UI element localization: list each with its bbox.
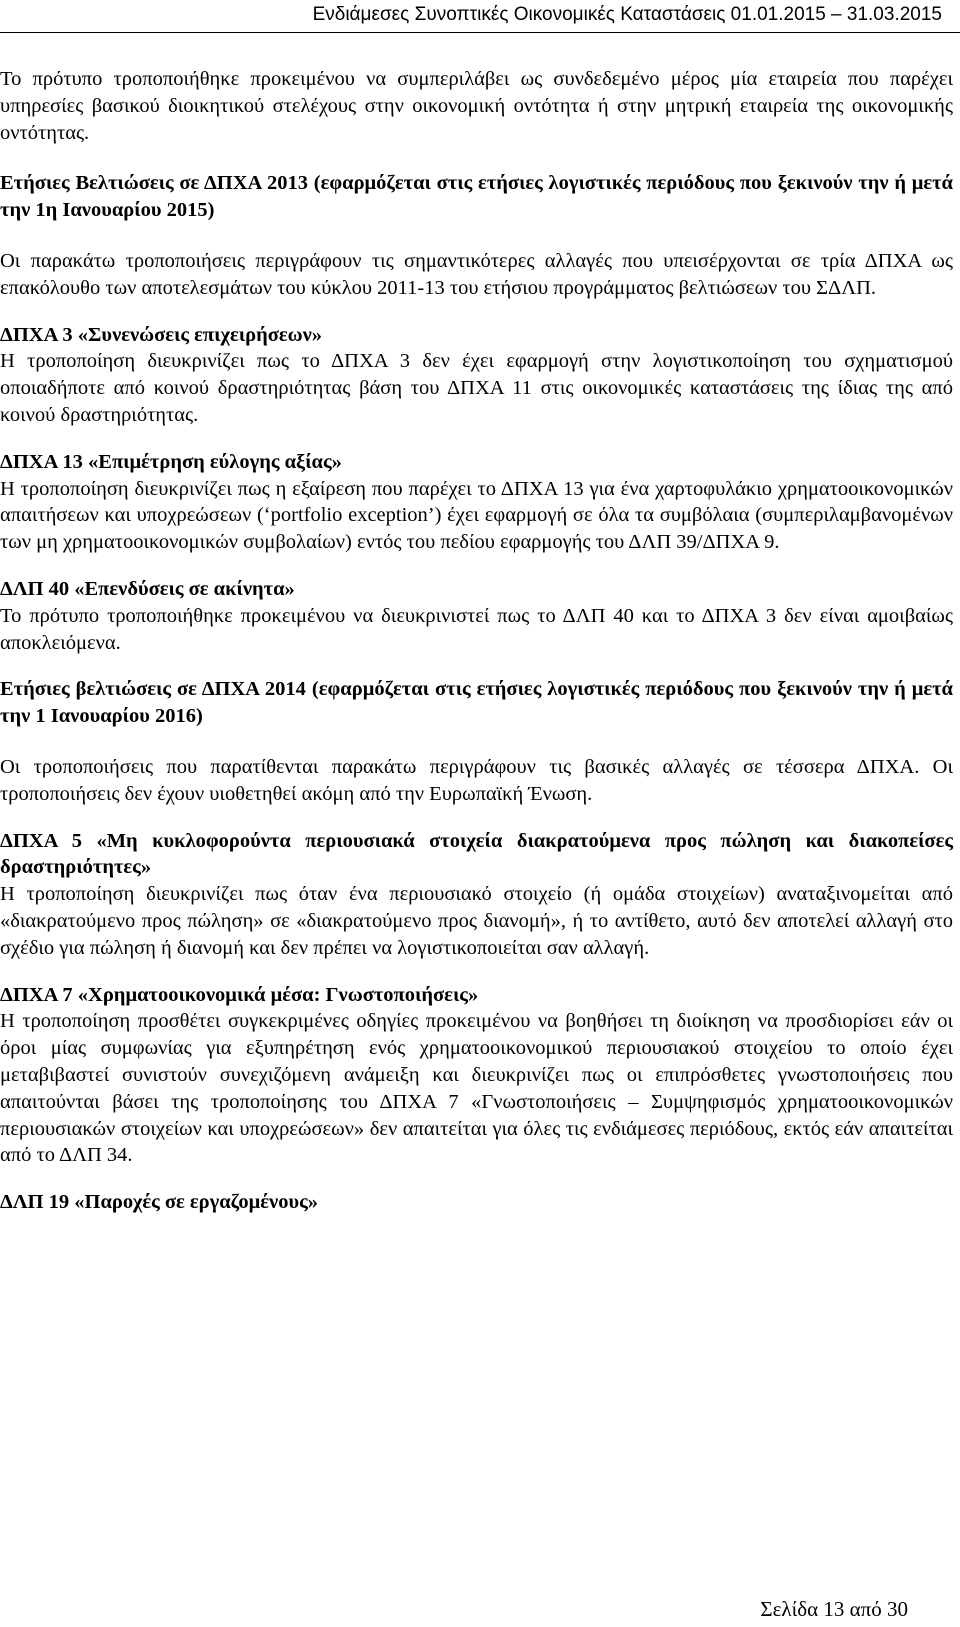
heading-ifrs13: ΔΠΧΑ 13 «Επιμέτρηση εύλογης αξίας»: [0, 450, 342, 473]
paragraph-ifrs7: Η τροποποίηση προσθέτει συγκεκριμένες οδηγίες προκειμένου να βοηθήσει τη διοίκηση να προσδιορίσει εάν οι όροι μίας συμφωνίας για εξυπηρέτηση ενός χρηματοοικονομικού περιουσιακού στοιχείου το οποίο έχει μεταβιβαστεί συνιστούν συνεχιζόμενη ανάμειξη και διευκρινίζει πως οι επιπρόσθετες γνωστοποιήσεις που απαιτούνται βάσει της τροποποίησης του ΔΠΧΑ 7 «Γνωστοποιήσεις – Συμψηφισμός χρηματοοικονομικών περιουσιακών στοιχείων και υποχρεώσεων» δεν απαιτείται για όλες τις ενδιάμεσες περιόδους, εκτός εάν απαιτείται από το ΔΛΠ 34.: [0, 1010, 953, 1167]
spacer: [0, 146, 953, 170]
spacer: [0, 656, 953, 676]
heading-ifrs7: ΔΠΧΑ 7 «Χρηματοοικονομικά μέσα: Γνωστοποιήσεις»: [0, 983, 479, 1006]
document-body: [0, 66, 953, 1216]
spacer: [0, 1169, 953, 1189]
page-number: Σελίδα 13 από 30: [760, 1597, 908, 1621]
heading-annual-improvements-2014: Ετήσιες βελτιώσεις σε ΔΠΧΑ 2014 (εφαρμόζεται στις ετήσιες λογιστικές περιόδους που ξεκινούν την ή μετά την 1 Ιανουαρίου 2016): [0, 678, 953, 728]
heading-ifrs3: ΔΠΧΑ 3 «Συνενώσεις επιχειρήσεων»: [0, 323, 323, 346]
spacer: [0, 962, 953, 982]
heading-ias19: ΔΛΠ 19 «Παροχές σε εργαζομένους»: [0, 1191, 318, 1214]
paragraph-ifrs5: Η τροποποίηση διευκρινίζει πως όταν ένα περιουσιακό στοιχείο (ή ομάδα στοιχείων) αναταξινομείται από «διακρατούμενο προς πώληση» σε «διακρατούμενο προς διανομή», ή το αντίθετο, αυτό δεν αποτελεί αλλαγή στο σχέδιο για πώληση ή διανομή και δεν πρέπει να λογιστικοποιείται σαν αλλαγή.: [0, 883, 953, 959]
paragraph-improvements-2013-intro: Οι παρακάτω τροποποιήσεις περιγράφουν τις σημαντικότερες αλλαγές που υπεισέρχονται σε τρία ΔΠΧΑ ως επακόλουθο των αποτελεσμάτων του κύκλου 2011-13 του ετήσιου προγράμματος βελτιώσεων του ΣΔΛΠ.: [0, 249, 953, 299]
spacer: [0, 429, 953, 449]
spacer: [0, 224, 953, 248]
spacer: [0, 730, 953, 754]
running-header: Ενδιάμεσες Συνοπτικές Οικονομικές Καταστάσεις 01.01.2015 – 31.03.2015: [312, 4, 942, 25]
paragraph-improvements-2014-intro: Οι τροποποιήσεις που παρατίθενται παρακάτω περιγράφουν τις βασικές αλλαγές σε τέσσερα ΔΠΧΑ. Οι τροποποιήσεις δεν έχουν υιοθετηθεί ακόμη από την Ευρωπαϊκή Ένωση.: [0, 755, 953, 805]
heading-annual-improvements-2013: Ετήσιες Βελτιώσεις σε ΔΠΧΑ 2013 (εφαρμόζεται στις ετήσιες λογιστικές περιόδους που ξεκινούν την ή μετά την 1η Ιανουαρίου 2015): [0, 172, 953, 222]
heading-ifrs5: ΔΠΧΑ 5 «Μη κυκλοφορούντα περιουσιακά στοιχεία διακρατούμενα προς πώληση και διακοπείσες δραστηριότητες»: [0, 829, 953, 879]
heading-ias40: ΔΛΠ 40 «Επενδύσεις σε ακίνητα»: [0, 577, 295, 600]
header-rule: [0, 32, 960, 33]
paragraph-ifrs3: Η τροποποίηση διευκρινίζει πως το ΔΠΧΑ 3 δεν έχει εφαρμογή στην λογιστικοποίηση του σχηματισμού οποιαδήποτε από κοινού δραστηριότητας βάση του ΔΠΧΑ 11 στις οικονομικές καταστάσεις της ίδιας της από κοινού δραστηριότητας.: [0, 350, 953, 426]
paragraph-ias40: Το πρότυπο τροποποιήθηκε προκειμένου να διευκρινιστεί πως το ΔΛΠ 40 και το ΔΠΧΑ 3 δεν είναι αμοιβαίως αποκλειόμενα.: [0, 604, 953, 654]
spacer: [0, 808, 953, 828]
paragraph-ifrs13: Η τροποποίηση διευκρινίζει πως η εξαίρεση που παρέχει το ΔΠΧΑ 13 για ένα χαρτοφυλάκιο χρηματοοικονομικών απαιτήσεων και υποχρεώσεων (‘portfolio exception’) έχει εφαρμογή σε όλα τα συμβόλαια (συμπεριλαμβανομένων των μη χρηματοοικονομικών συμβολαίων) εντός του πεδίου εφαρμογής του ΔΛΠ 39/ΔΠΧΑ 9.: [0, 477, 953, 554]
spacer: [0, 302, 953, 322]
paragraph-related-party: Το πρότυπο τροποποιήθηκε προκειμένου να συμπεριλάβει ως συνδεδεμένο μέρος μία εταιρεία που παρέχει υπηρεσίες βασικού διοικητικού στελέχους στην οικονομική οντότητα ή στην μητρική εταιρεία της οικονομικής οντότητας.: [0, 68, 953, 144]
spacer: [0, 556, 953, 576]
